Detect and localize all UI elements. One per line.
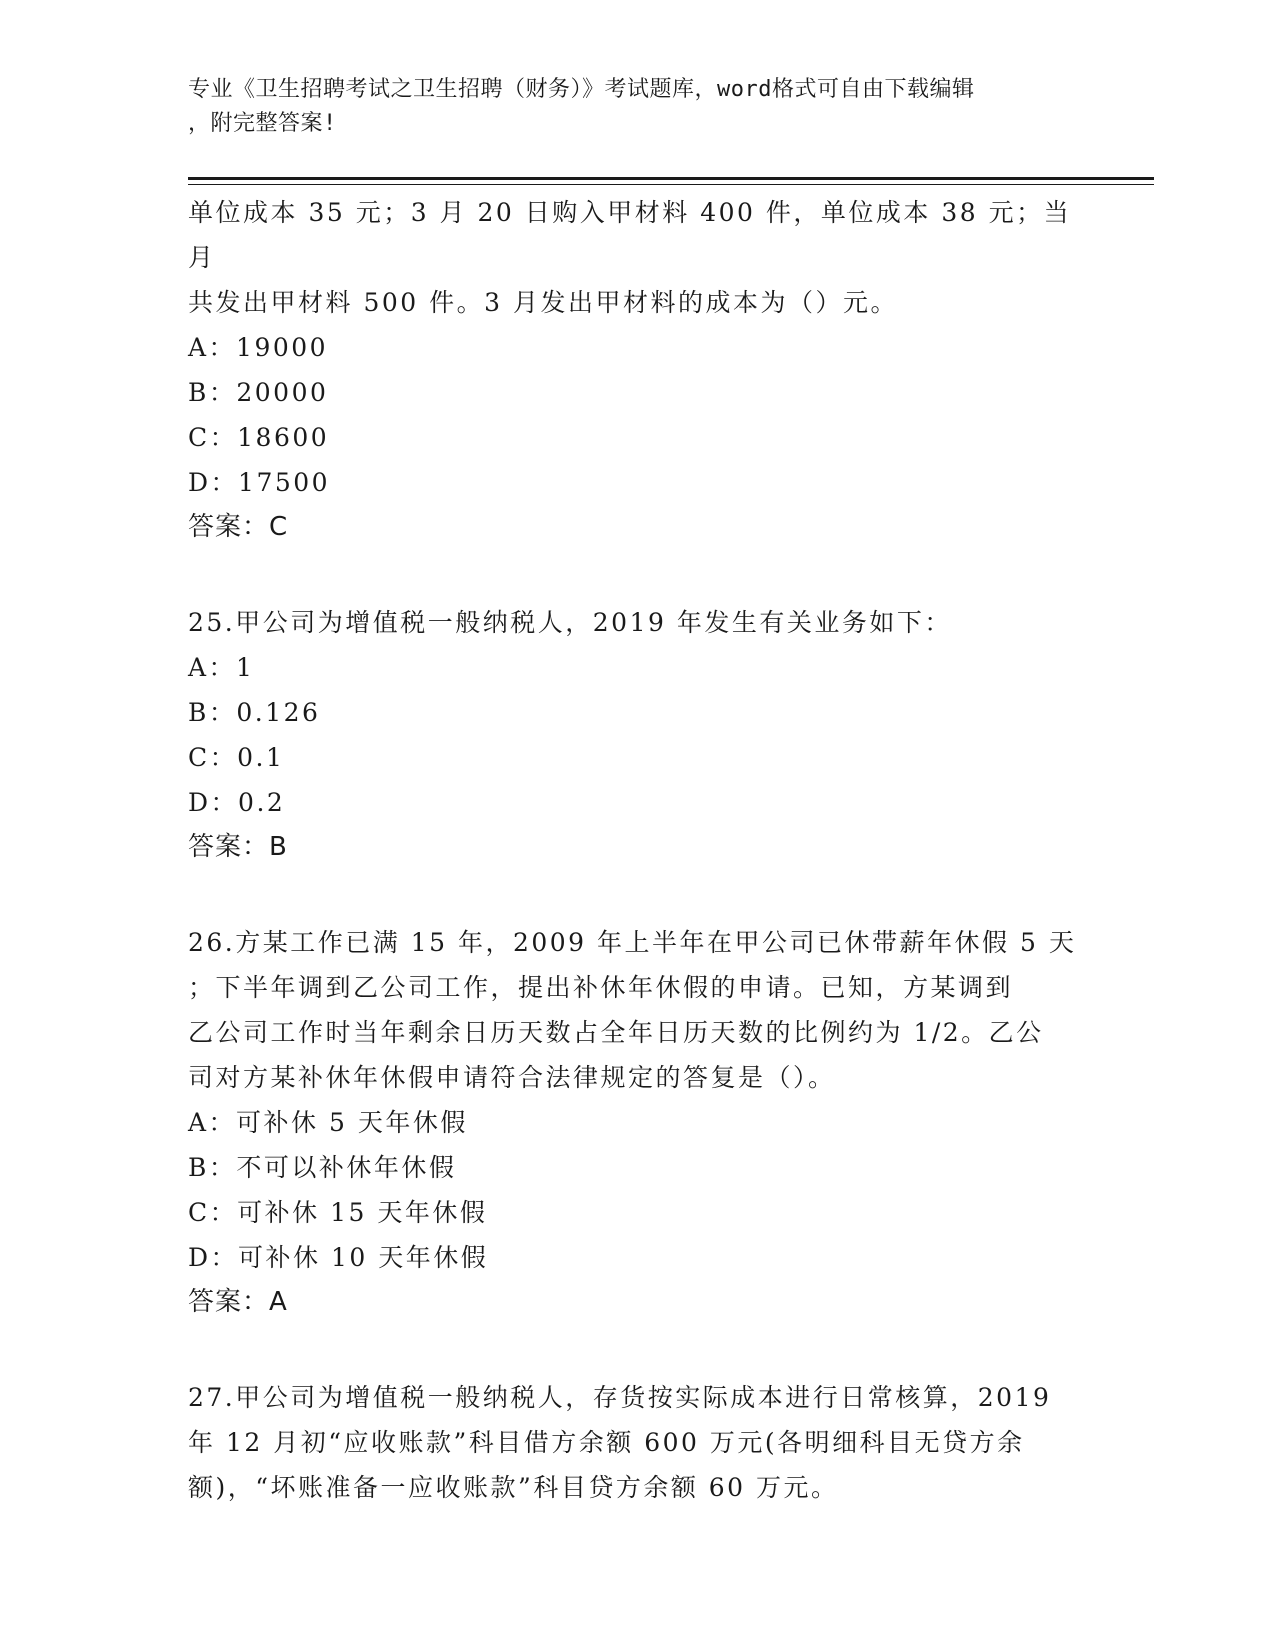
header-line-2: ，附完整答案! (188, 111, 337, 136)
option-b: B：20000 (188, 378, 329, 407)
question-26 (188, 920, 1088, 1325)
option-c: C：18600 (188, 423, 330, 452)
header-rule-thick (188, 177, 1154, 180)
question-stem-line: 单位成本 35 元；3 月 20 日购入甲材料 400 件，单位成本 38 元；当月 (188, 198, 1072, 272)
option-b: B：不可以补休年休假 (188, 1153, 457, 1182)
option-b: B：0.126 (188, 698, 321, 727)
option-a: A：19000 (188, 333, 329, 362)
question-stem-line: 额)，“坏账准备一应收账款”科目贷方余额 60 万元。 (188, 1473, 839, 1502)
question-stem-line: 27.甲公司为增值税一般纳税人，存货按实际成本进行日常核算，2019 (188, 1383, 1052, 1412)
page-header (188, 73, 1068, 141)
question-stem-line: 26.方某工作已满 15 年，2009 年上半年在甲公司已休带薪年休假 5 天 (188, 928, 1077, 957)
question-27 (188, 1375, 1088, 1510)
question-content (188, 190, 1088, 1510)
question-24 (188, 190, 1088, 550)
header-line-1: 专业《卫生招聘考试之卫生招聘（财务）》考试题库，word格式可自由下载编辑 (188, 77, 975, 102)
option-a: A：1 (188, 653, 255, 682)
spacer (188, 1325, 1088, 1375)
question-stem-line: ；下半年调到乙公司工作，提出补休年休假的申请。已知，方某调到 (188, 973, 1014, 1002)
question-25 (188, 600, 1088, 870)
option-c: C：0.1 (188, 743, 285, 772)
answer: 答案：B (188, 832, 288, 862)
option-d: D：可补休 10 天年休假 (188, 1243, 489, 1272)
option-c: C：可补休 15 天年休假 (188, 1198, 488, 1227)
question-stem-line: 共发出甲材料 500 件。3 月发出甲材料的成本为（）元。 (188, 288, 898, 317)
header-rule-thin (188, 184, 1154, 185)
option-a: A：可补休 5 天年休假 (188, 1108, 468, 1137)
question-stem-line: 乙公司工作时当年剩余日历天数占全年日历天数的比例约为 1/2。乙公 (188, 1018, 1044, 1047)
answer: 答案：C (188, 512, 289, 542)
answer: 答案：A (188, 1287, 288, 1317)
option-d: D：17500 (188, 468, 331, 497)
question-stem-line: 年 12 月初“应收账款”科目借方余额 600 万元(各明细科目无贷方余 (188, 1428, 1025, 1457)
spacer (188, 550, 1088, 600)
spacer (188, 870, 1088, 920)
question-stem-line: 司对方某补休年休假申请符合法律规定的答复是（）。 (188, 1063, 836, 1092)
question-stem-line: 25.甲公司为增值税一般纳税人，2019 年发生有关业务如下： (188, 608, 952, 637)
option-d: D：0.2 (188, 788, 286, 817)
